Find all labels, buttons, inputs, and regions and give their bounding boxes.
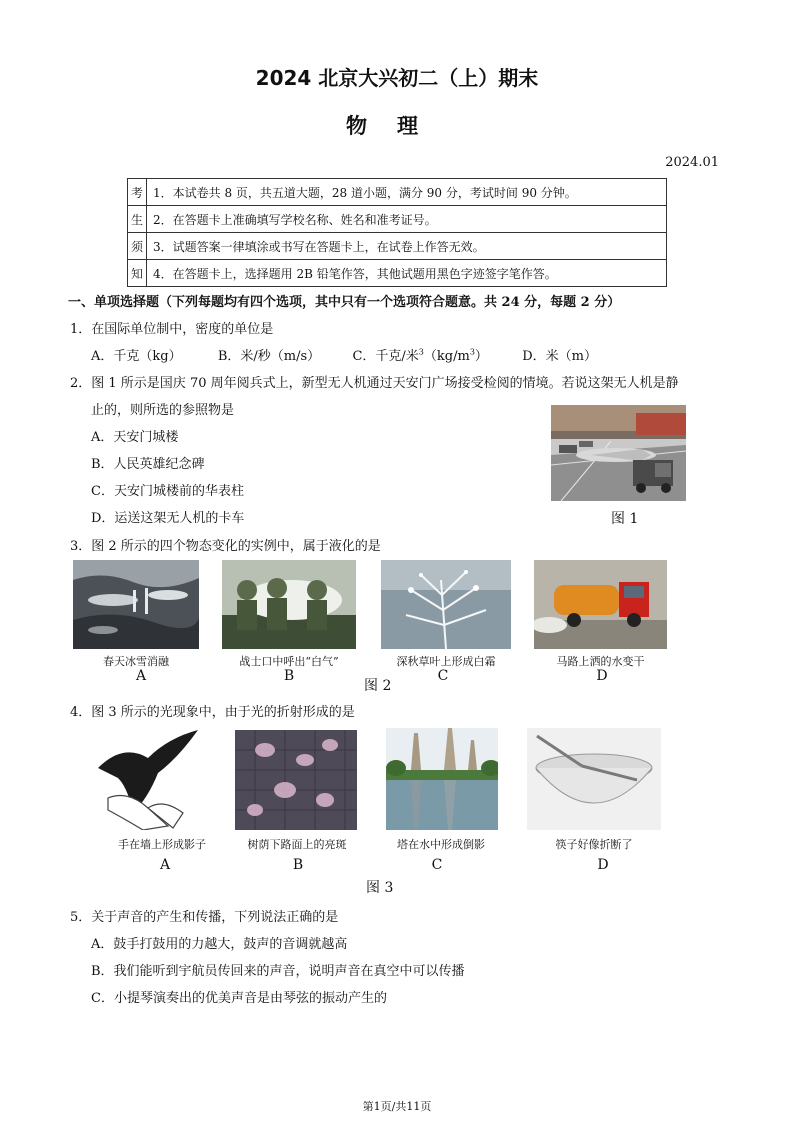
q1-stem: 1．在国际单位制中，密度的单位是 — [70, 322, 274, 337]
figure-1-drone-parade-image — [551, 405, 686, 501]
q2-stem-line2: 止的，则所选的参照物是 — [91, 403, 235, 418]
figure-2d-water-truck-image — [534, 560, 667, 649]
q5-stem: 5．关于声音的产生和传播，下列说法正确的是 — [70, 910, 339, 925]
notes-item: 4．在答题卡上，选择题用 2B 铅笔作答，其他试题用黑色字迹签字笔作答。 — [147, 260, 667, 287]
figure-2b-letter: B — [283, 668, 295, 684]
figure-3d-bent-chopsticks-image — [527, 728, 661, 830]
figure-3c-caption: 塔在水中形成倒影 — [397, 838, 485, 851]
q1-option-c-unit: （kg/m — [423, 349, 470, 364]
q2-option-c: C．天安门城楼前的华表柱 — [91, 484, 244, 499]
figure-2a-melting-ice-image — [73, 560, 199, 649]
figure-3b-light-spots-image — [235, 730, 357, 830]
figure-2c-letter: C — [437, 668, 449, 684]
notes-side-char: 须 — [128, 233, 147, 260]
figure-3d-caption: 筷子好像折断了 — [555, 838, 633, 851]
page-footer: 第1页/共11页 — [362, 1100, 432, 1113]
figure-3c-letter: C — [431, 857, 443, 873]
figure-2b-soldiers-white-breath-image — [222, 560, 356, 649]
q2-stem-line1: 2．图 1 所示是国庆 70 周年阅兵式上，新型无人机通过天安门广场接受检阅的情境。若说这架无人机是静 — [70, 376, 679, 391]
q2-option-b: B．人民英雄纪念碑 — [91, 457, 205, 472]
notes-item: 2．在答题卡上准确填写学校名称、姓名和准考证号。 — [147, 206, 667, 233]
q1-option-c — [352, 349, 487, 364]
figure-3a-caption: 手在墙上形成影子 — [118, 838, 206, 851]
figure-2a-letter: A — [135, 668, 147, 684]
q1-option-c-sup2: 3 — [469, 347, 475, 357]
q5-option-b: B．我们能听到宇航员传回来的声音，说明声音在真空中可以传播 — [91, 964, 465, 979]
exam-title: 2024 北京大兴初二（上）期末 — [255, 66, 539, 90]
figure-3b-letter: B — [292, 857, 304, 873]
q1-option-b: B．米/秒（m/s） — [217, 349, 321, 364]
figure-3b-caption: 树荫下路面上的亮斑 — [247, 838, 347, 851]
figure-2c-caption: 深秋草叶上形成白霜 — [396, 655, 496, 668]
figure-3c-pagoda-reflection-image — [386, 728, 498, 830]
notes-item: 3．试题答案一律填涂或书写在答题卡上，在试卷上作答无效。 — [147, 233, 667, 260]
q1-options — [91, 345, 597, 364]
q1-option-a: A．千克（kg） — [91, 349, 182, 364]
figure-2d-letter: D — [596, 668, 608, 684]
notes-side-char: 考 — [128, 179, 147, 206]
notes-item: 1．本试卷共 8 页，共五道大题，28 道小题，满分 90 分，考试时间 90 分钟。 — [147, 179, 667, 206]
figure-3-label: 图 3 — [366, 880, 394, 896]
q1-option-c-sup: 3 — [418, 347, 424, 357]
q1-option-d: D．米（m） — [522, 349, 597, 364]
q5-option-a: A．鼓手打鼓用的力越大，鼓声的音调就越高 — [91, 937, 348, 952]
q5-option-c: C．小提琴演奏出的优美声音是由琴弦的振动产生的 — [91, 991, 387, 1006]
figure-3a-hand-shadow-image — [88, 728, 210, 830]
q1-option-c-text: C．千克/米 — [352, 349, 419, 364]
q2-option-d: D．运送这架无人机的卡车 — [91, 511, 245, 526]
exam-date: 2024.01 — [665, 155, 719, 170]
figure-3d-letter: D — [597, 857, 609, 873]
q2-option-a: A．天安门城楼 — [91, 430, 179, 445]
figure-3a-letter: A — [159, 857, 171, 873]
section-heading: 一、单项选择题（下列每题均有四个选项，其中只有一个选项符合题意。共 24 分，每题 2 分） — [68, 295, 621, 310]
figure-2c-frost-on-grass-image — [381, 560, 511, 649]
q4-stem: 4．图 3 所示的光现象中，由于光的折射形成的是 — [70, 705, 355, 720]
figure-2b-caption: 战士口中呼出“白气” — [239, 655, 339, 668]
notes-side-char: 知 — [128, 260, 147, 287]
figure-2d-caption: 马路上洒的水变干 — [556, 655, 645, 668]
figure-1-label: 图 1 — [611, 511, 639, 527]
exam-notes-table — [127, 178, 667, 287]
figure-2a-caption: 春天冰雪消融 — [103, 655, 169, 668]
figure-2-label: 图 2 — [364, 678, 392, 694]
subject-title: 物理 — [346, 114, 448, 138]
notes-side-char: 生 — [128, 206, 147, 233]
q3-stem: 3．图 2 所示的四个物态变化的实例中，属于液化的是 — [70, 539, 381, 554]
q1-option-c-end: ） — [474, 349, 488, 364]
